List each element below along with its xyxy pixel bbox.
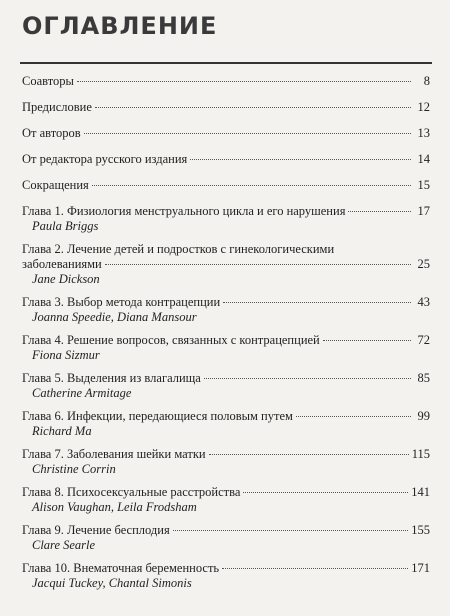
leader-dots xyxy=(105,263,411,265)
entry-title: Глава 7. Заболевания шейки матки xyxy=(22,447,206,461)
entry-title: Глава 4. Решение вопросов, связанных с контрацепцией xyxy=(22,333,320,347)
entry-author: Paula Briggs xyxy=(32,219,99,233)
leader-dots xyxy=(173,529,409,531)
toc-entry xyxy=(22,409,430,439)
leader-dots xyxy=(92,184,411,186)
toc-entry xyxy=(22,204,430,234)
entry-title-continued: заболеваниями xyxy=(22,257,102,271)
entry-title: Соавторы xyxy=(22,74,74,88)
entry-title: Глава 2. Лечение детей и подростков с гинекологическими xyxy=(22,242,335,256)
page-number: 13 xyxy=(417,126,430,140)
page-number: 17 xyxy=(417,204,430,218)
leader-dots xyxy=(84,132,411,134)
leader-dots xyxy=(190,158,411,160)
page-number: 155 xyxy=(411,523,430,537)
page-number: 171 xyxy=(411,561,430,575)
entry-author: Christine Corrin xyxy=(32,462,116,476)
entry-title: Предисловие xyxy=(22,100,92,114)
page-number: 43 xyxy=(417,295,430,309)
leader-dots xyxy=(95,106,411,108)
entry-author: Catherine Armitage xyxy=(32,386,132,400)
entry-title: Глава 8. Психосексуальные расстройства xyxy=(22,485,241,499)
entry-author: Jacqui Tuckey, Chantal Simonis xyxy=(32,576,192,590)
page-number: 115 xyxy=(411,447,430,461)
leader-dots xyxy=(348,210,411,212)
entry-title: Глава 9. Лечение бесплодия xyxy=(22,523,170,537)
page-number: 25 xyxy=(417,257,430,271)
toc-entry xyxy=(22,152,430,167)
entry-title: Сокращения xyxy=(22,178,89,192)
heading-rule xyxy=(20,62,432,64)
leader-dots xyxy=(323,339,411,341)
toc-entry xyxy=(22,242,430,287)
leader-dots xyxy=(77,80,411,82)
toc-entry xyxy=(22,100,430,115)
entry-title: Глава 10. Внематочная беременность xyxy=(22,561,220,575)
toc-entry xyxy=(22,561,430,591)
entry-author: Fiona Sizmur xyxy=(32,348,100,362)
page-number: 99 xyxy=(417,409,430,423)
page-number: 8 xyxy=(423,74,430,88)
entry-title: От авторов xyxy=(22,126,81,140)
leader-dots xyxy=(204,377,411,379)
table-of-contents xyxy=(22,74,430,591)
entry-title: Глава 1. Физиология менструального цикла и его нарушения xyxy=(22,204,346,218)
toc-entry xyxy=(22,371,430,401)
leader-dots xyxy=(296,415,411,417)
entry-author: Jane Dickson xyxy=(32,272,100,286)
page-number: 14 xyxy=(417,152,430,166)
page-number: 12 xyxy=(417,100,430,114)
page-number: 141 xyxy=(411,485,430,499)
leader-dots xyxy=(209,453,409,455)
entry-author: Joanna Speedie, Diana Mansour xyxy=(32,310,197,324)
leader-dots xyxy=(243,491,408,493)
entry-title: От редактора русского издания xyxy=(22,152,188,166)
toc-entry xyxy=(22,523,430,553)
toc-entry xyxy=(22,178,430,193)
leader-dots xyxy=(222,567,408,569)
page-number: 85 xyxy=(417,371,430,385)
page-number: 15 xyxy=(417,178,430,192)
page-title: ОГЛАВЛЕНИЕ xyxy=(22,12,218,40)
entry-author: Clare Searle xyxy=(32,538,96,552)
toc-entry xyxy=(22,295,430,325)
toc-entry xyxy=(22,447,430,477)
entry-title: Глава 6. Инфекции, передающиеся половым путем xyxy=(22,409,293,423)
entry-title: Глава 3. Выбор метода контрацепции xyxy=(22,295,221,309)
leader-dots xyxy=(223,301,411,303)
entry-author: Richard Ma xyxy=(32,424,92,438)
toc-entry xyxy=(22,333,430,363)
page-number: 72 xyxy=(417,333,430,347)
toc-entry xyxy=(22,126,430,141)
toc-entry xyxy=(22,74,430,89)
toc-entry xyxy=(22,485,430,515)
entry-author: Alison Vaughan, Leila Frodsham xyxy=(32,500,197,514)
entry-title: Глава 5. Выделения из влагалища xyxy=(22,371,201,385)
